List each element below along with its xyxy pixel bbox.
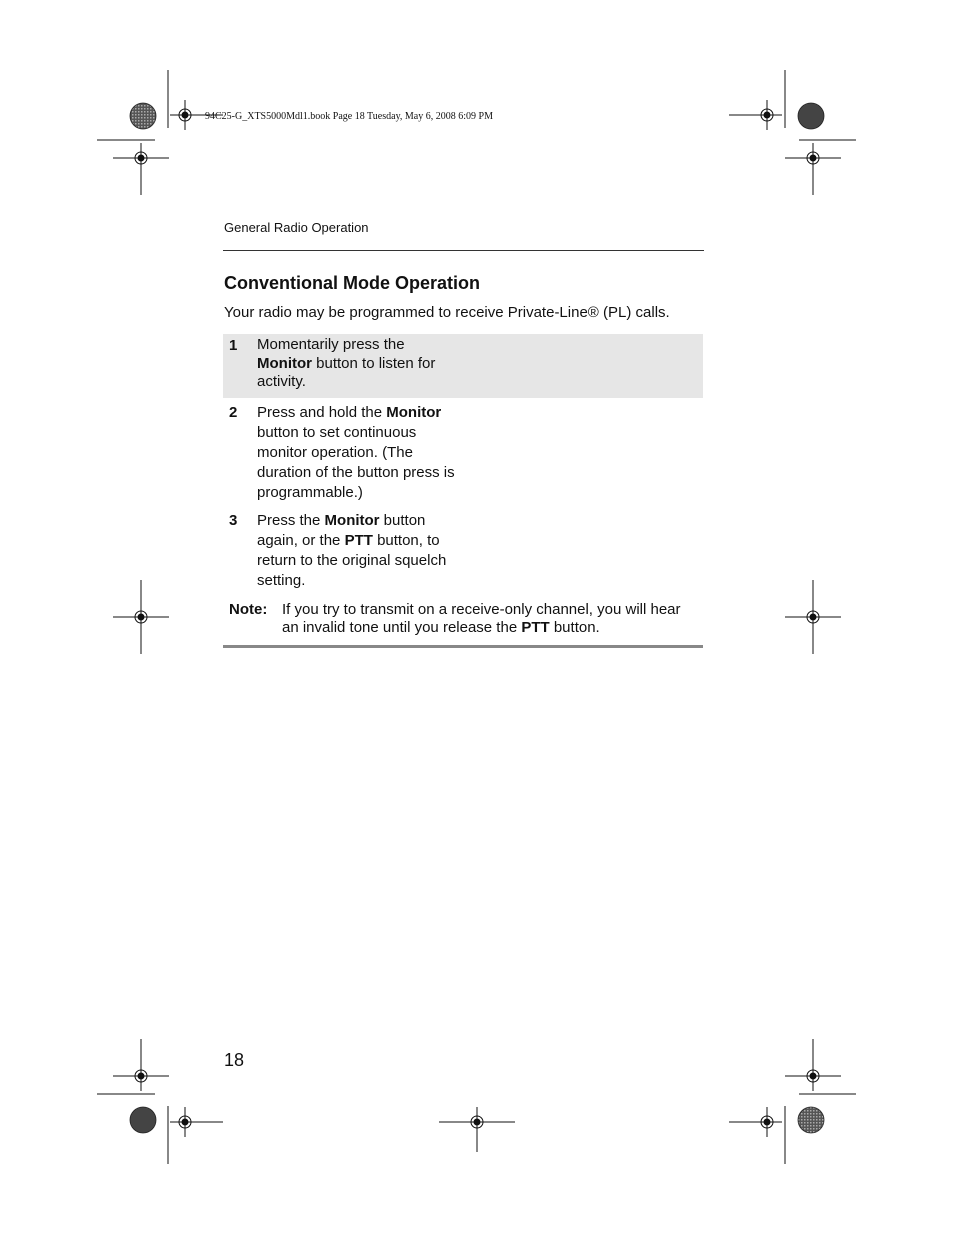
section-title: Conventional Mode Operation: [224, 273, 481, 293]
step-text-part: Momentarily press the: [257, 336, 405, 353]
step-number: 1: [229, 337, 238, 354]
note-label: Note:: [229, 601, 268, 618]
step-bold-term: Monitor: [257, 354, 312, 372]
step-three-block: [223, 508, 703, 645]
step-bold-term: Monitor: [386, 404, 442, 421]
print-job-line: 94C25-G_XTS5000Mdl1.book Page 18 Tuesday, May 6, 2008 6:09 PM: [205, 111, 493, 122]
step-text: [257, 336, 457, 390]
step-number: 3: [229, 512, 238, 529]
header-rule: [223, 250, 704, 251]
step-text-part: button to set continuous monitor operation. (The duration of the button press is programmable.): [257, 424, 455, 501]
step-text-part: button again, or the: [257, 512, 426, 549]
step-text: [257, 403, 457, 503]
note-text-part: If you try to transmit on a receive-only channel, you will hear an invalid tone until you release the: [282, 601, 681, 636]
running-header: General Radio Operation: [224, 220, 369, 235]
procedure-step: [223, 398, 703, 508]
step-number: 2: [229, 404, 238, 421]
step-bold-term: Monitor: [324, 512, 380, 529]
step-text: [257, 511, 457, 591]
step-text-part: Press and hold the: [257, 404, 387, 421]
step-bold-term: PTT: [344, 532, 373, 549]
procedure-table: [223, 334, 703, 648]
page-number: 18: [224, 1050, 245, 1070]
step-text-part: button, to return to the original squelch setting.: [257, 532, 447, 589]
note-text: [282, 601, 697, 637]
procedure-step: [223, 508, 703, 597]
intro-paragraph: Your radio may be programmed to receive Private-Line® (PL) calls.: [224, 304, 670, 321]
step-text-part: Press the: [257, 512, 325, 529]
note-text-part: button.: [549, 619, 600, 636]
procedure-step: [223, 334, 703, 398]
note-bold-term: PTT: [521, 619, 550, 636]
step-text-part: button to listen for activity.: [257, 354, 436, 390]
note-block: [223, 597, 703, 645]
